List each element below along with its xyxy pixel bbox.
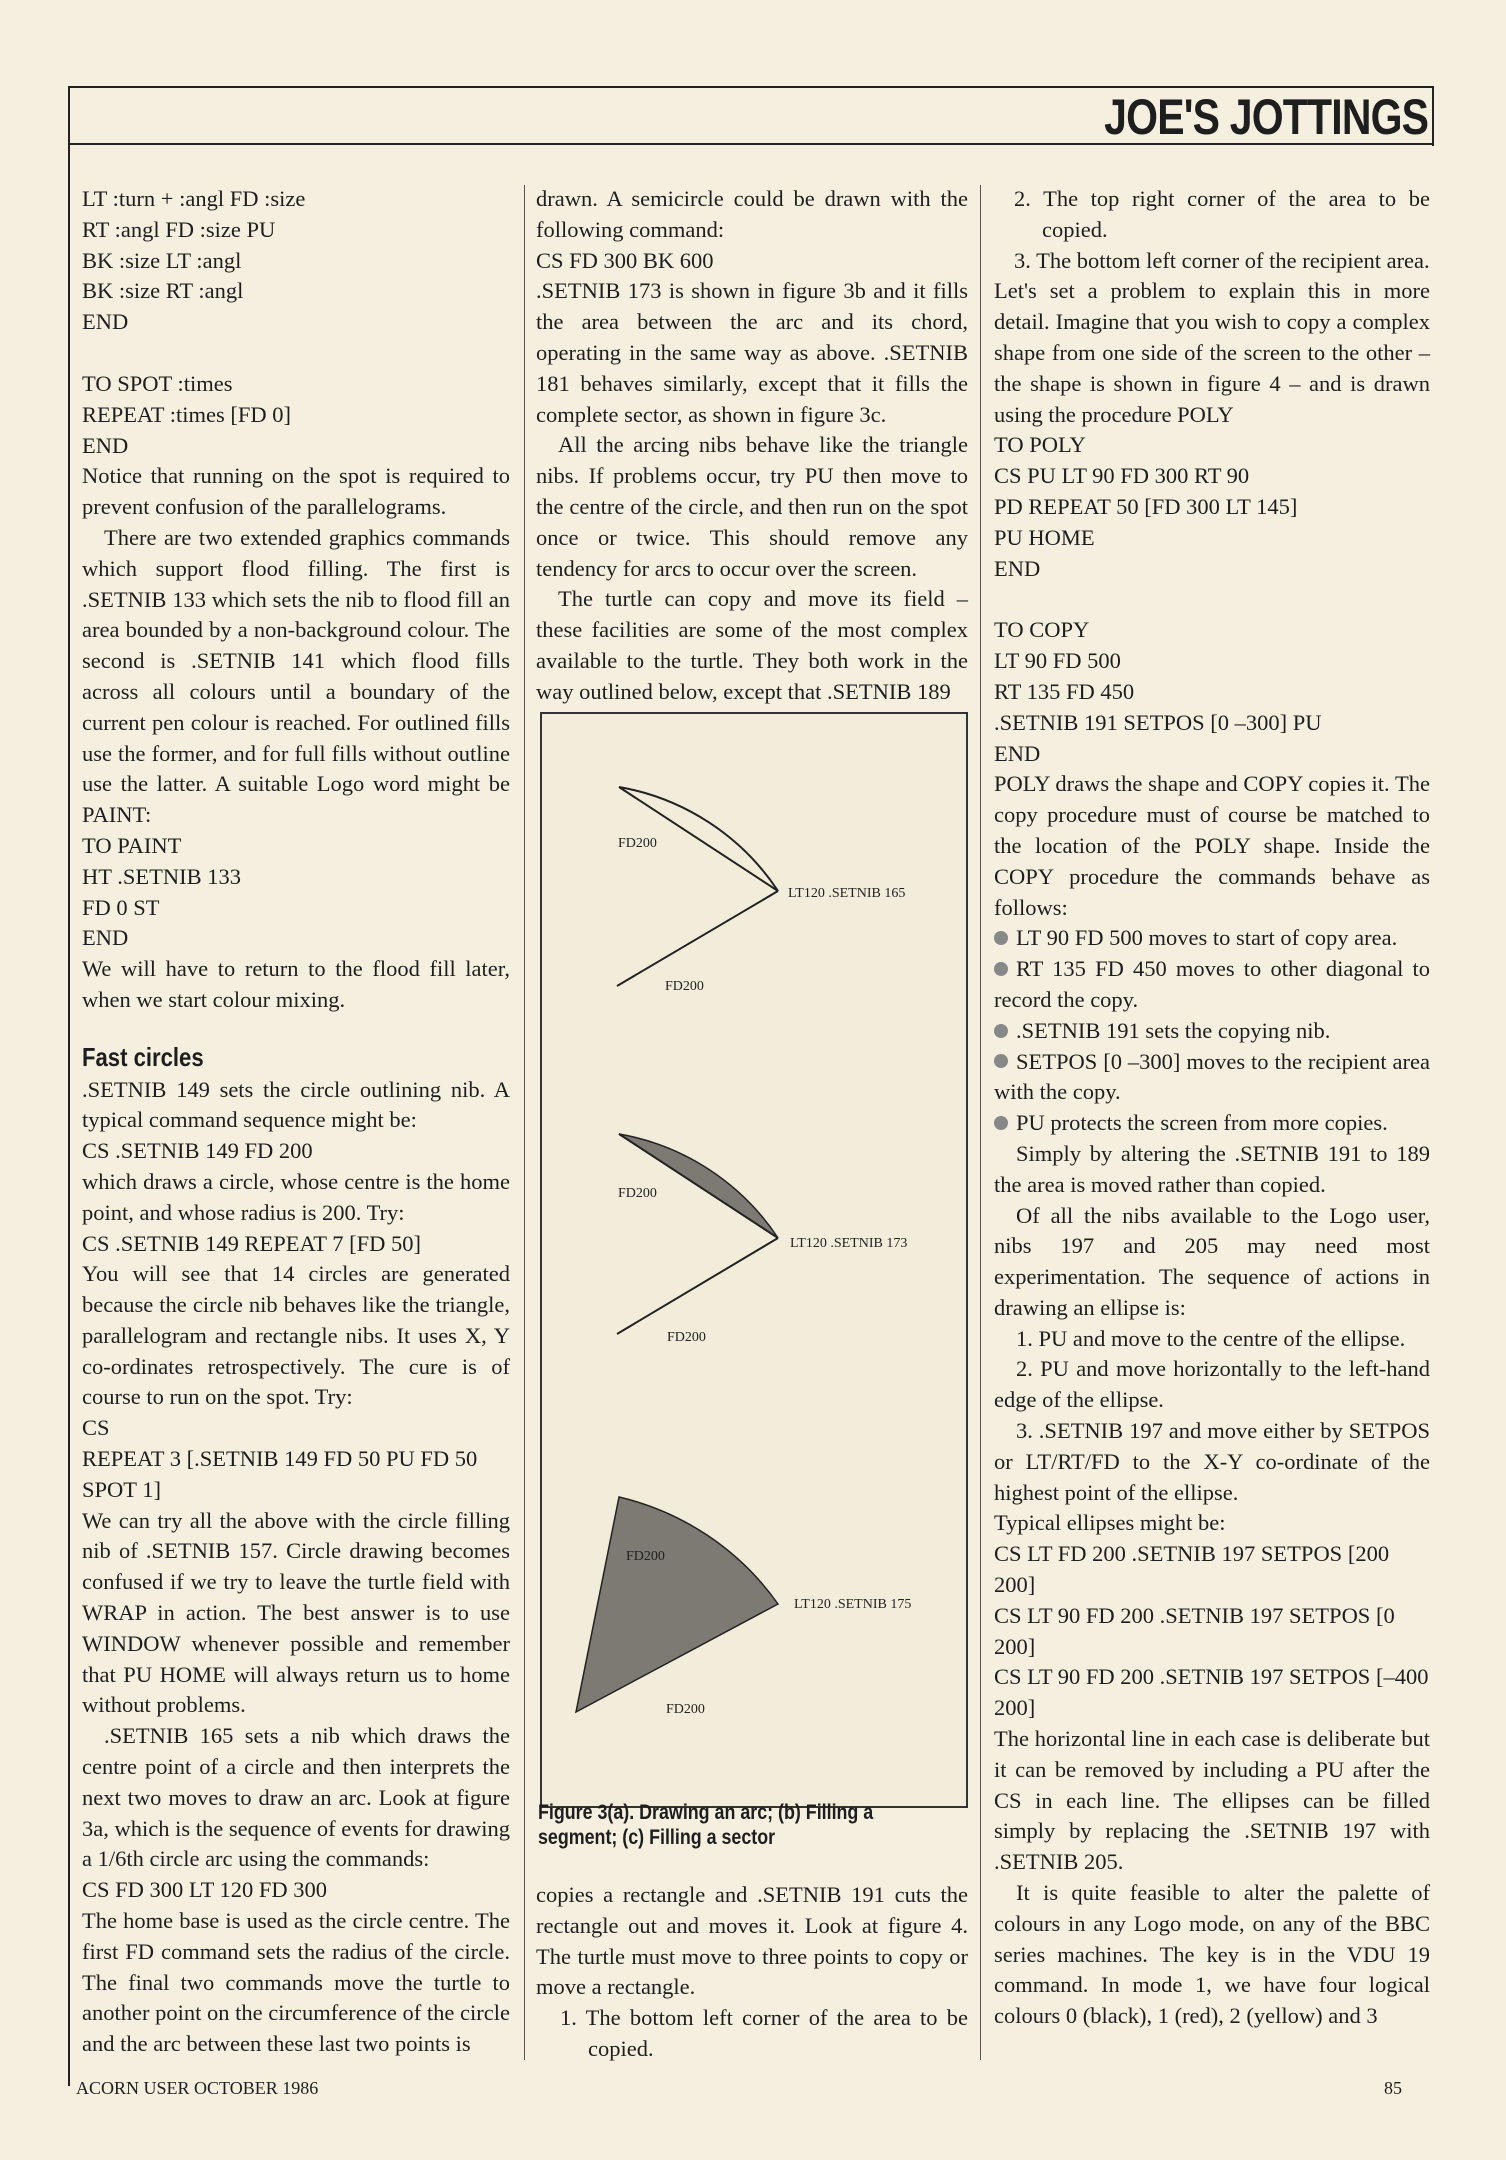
figure-3b: [617, 1134, 907, 1345]
label-fd-top: FD200: [626, 1549, 665, 1564]
paragraph: .SETNIB 173 is shown in figure 3b and it fills the area between the arc and its chord, operating in the same way as above. .SETNIB 181 behaves similarly, except that it fills the complete sector, as shown in figure 3c.: [536, 278, 968, 427]
bullet-item: .SETNIB 191 sets the copying nib.: [994, 1016, 1430, 1047]
paragraph: POLY draws the shape and COPY copies it. The copy procedure must of course be matched to the location of the POLY shape. Inside the COPY procedure the commands behave as follows:: [994, 771, 1430, 920]
code-line: LT 90 FD 500: [994, 648, 1121, 674]
bullet-icon: [994, 1024, 1008, 1038]
code-line: CS .SETNIB 149 REPEAT 7 [FD 50]: [82, 1230, 421, 1256]
paragraph: .SETNIB 165 sets a nib which draws the centre point of a circle and then interprets the next two moves to draw an arc. Look at figure 3a, which is the sequence of events for drawing a 1/6th circle arc using the commands:: [82, 1723, 510, 1872]
column-2: [536, 184, 968, 708]
column-2-lower: [536, 1880, 968, 2065]
code-line: .SETNIB 191 SETPOS [0 –300] PU: [994, 709, 1322, 735]
paragraph: which draws a circle, whose centre is the home point, and whose radius is 200. Try:: [82, 1168, 510, 1225]
label-command: LT120 .SETNIB 165: [788, 886, 906, 901]
paragraph: The home base is used as the circle centre. The first FD command sets the radius of the circle. The final two commands move the turtle to another point on the circumference of the circle and the arc between these last two points is: [82, 1908, 510, 2057]
code-line: FD 0 ST: [82, 894, 160, 920]
label-command: LT120 .SETNIB 175: [794, 1597, 912, 1612]
code-line: CS FD 300 LT 120 FD 300: [82, 1877, 328, 1903]
section-title: JOE'S JOTTINGS: [1103, 89, 1428, 145]
code-line: END: [82, 432, 129, 458]
list-item: 1. PU and move to the centre of the ellipse.: [1016, 1325, 1406, 1351]
paragraph: Notice that running on the spot is required to prevent confusion of the parallelograms.: [82, 463, 510, 520]
code-line: PU HOME: [994, 524, 1095, 550]
column-rule: [524, 185, 525, 2060]
code-line: HT .SETNIB 133: [82, 863, 241, 889]
bullet-icon: [994, 931, 1008, 945]
code-line: CS LT FD 200 .SETNIB 197 SETPOS [200 200]: [994, 1541, 1390, 1598]
figure-3: [540, 712, 968, 1808]
label-fd-bottom: FD200: [667, 1330, 706, 1345]
figure-3-diagram: [542, 714, 966, 1806]
code-line: END: [82, 309, 129, 335]
code-line: CS LT 90 FD 200 .SETNIB 197 SETPOS [–400 200]: [994, 1664, 1429, 1721]
header-right-border: [1432, 86, 1434, 146]
paragraph: We can try all the above with the circle filling nib of .SETNIB 157. Circle drawing becomes confused if we try to leave the turtle field with WRAP in action. The best answer is to use WINDOW whenever possible and remember that PU HOME will always return us to home without problems.: [82, 1507, 510, 1718]
figure-caption: Figure 3(a). Drawing an arc; (b) Filling a segment; (c) Filling a sector: [538, 1801, 874, 1849]
paragraph: Of all the nibs available to the Logo user, nibs 197 and 205 may need most experimentation. The sequence of actions in drawing an ellipse is:: [994, 1202, 1430, 1320]
paragraph: The turtle can copy and move its field – these facilities are some of the most complex available to the turtle. They both work in the way outlined below, except that .SETNIB 189: [536, 586, 968, 704]
paragraph: Simply by altering the .SETNIB 191 to 189 the area is moved rather than copied.: [994, 1140, 1430, 1197]
code-line: END: [82, 925, 129, 951]
code-line: CS LT 90 FD 200 .SETNIB 197 SETPOS [0 200]: [994, 1602, 1395, 1659]
paragraph: We will have to return to the flood fill later, when we start colour mixing.: [82, 956, 510, 1012]
list-item: 1. The bottom left corner of the area to be copied.: [560, 2005, 968, 2061]
list-item: 3. The bottom left corner of the recipient area.: [1014, 247, 1430, 273]
code-line: REPEAT :times [FD 0]: [82, 401, 291, 427]
footer-publication: ACORN USER OCTOBER 1986: [76, 2078, 319, 2098]
column-rule: [980, 185, 981, 2060]
code-line: PD REPEAT 50 [FD 300 LT 145]: [994, 493, 1298, 519]
bullet-item: SETPOS [0 –300] moves to the recipient area with the copy.: [994, 1048, 1430, 1105]
code-line: END: [994, 740, 1041, 766]
label-fd-top: FD200: [618, 836, 657, 851]
code-line: TO COPY: [994, 617, 1090, 643]
bullet-item: RT 135 FD 450 moves to other diagonal to record the copy.: [994, 956, 1430, 1012]
code-line: BK :size RT :angl: [82, 278, 244, 304]
code-line: LT :turn + :angl FD :size: [82, 186, 306, 211]
code-line: TO PAINT: [82, 832, 182, 858]
column-1: [82, 184, 510, 2060]
code-line: TO SPOT :times: [82, 370, 233, 396]
paragraph: All the arcing nibs behave like the triangle nibs. If problems occur, try PU then move to the centre of the circle, and then run on the spot once or twice. This should remove any tendency for arcs to occur over the screen.: [536, 432, 968, 581]
code-line: BK :size LT :angl: [82, 247, 242, 273]
label-fd-bottom: FD200: [666, 1702, 705, 1717]
label-command: LT120 .SETNIB 173: [790, 1236, 908, 1251]
sector-fill: [576, 1497, 778, 1712]
list-item: 2. PU and move horizontally to the left-hand edge of the ellipse.: [994, 1356, 1430, 1413]
left-border: [68, 86, 70, 2086]
subheading: Fast circles: [82, 1041, 204, 1072]
paragraph: It is quite feasible to alter the palette of colours in any Logo mode, on any of the BBC series machines. The key is in the VDU 19 command. In mode 1, we have four logical colours 0 (black), 1 (red), 2 (yellow) and 3: [994, 1880, 1430, 2029]
label-fd-bottom: FD200: [665, 979, 704, 994]
paragraph: Let's set a problem to explain this in more detail. Imagine that you wish to copy a complex shape from one side of the screen to the other – the shape is shown in figure 4 – and is drawn using the procedure POLY: [994, 278, 1430, 427]
column-3: [994, 184, 1430, 2032]
radius-line: [617, 891, 778, 986]
figure-3a: [617, 787, 905, 994]
code-line: CS FD 300 BK 600: [536, 247, 714, 273]
code-line: RT 135 FD 450: [994, 678, 1135, 704]
code-line: CS: [82, 1415, 110, 1441]
code-line: END: [994, 555, 1041, 581]
code-line: CS PU LT 90 FD 300 RT 90: [994, 463, 1250, 489]
paragraph: copies a rectangle and .SETNIB 191 cuts the rectangle out and moves it. Look at figure 4. The turtle must move to three points to copy or move a rectangle.: [536, 1882, 968, 2000]
bullet-icon: [994, 1116, 1008, 1130]
bullet-icon: [994, 1054, 1008, 1068]
paragraph: .SETNIB 149 sets the circle outlining nib. A typical command sequence might be:: [82, 1076, 510, 1133]
list-item: 2. The top right corner of the area to be copied.: [1014, 186, 1430, 242]
paragraph: The horizontal line in each case is deliberate but it can be removed by including a PU after the CS in each line. The ellipses can be filled simply by replacing the .SETNIB 197 with .SETNIB 205.: [994, 1726, 1430, 1875]
bullet-item: LT 90 FD 500 moves to start of copy area.: [994, 923, 1430, 954]
code-line: CS .SETNIB 149 FD 200: [82, 1138, 313, 1164]
paragraph: There are two extended graphics commands which support flood filling. The first is .SETNIB 133 which sets the nib to flood fill an area bounded by a non-background colour. The second is .SETNIB 141 which flood fills across all colours until a boundary of the current pen colour is reached. For outlined fills use the former, and for full fills without outline use the latter. A suitable Logo word might be PAINT:: [82, 524, 510, 828]
paragraph: Typical ellipses might be:: [994, 1510, 1226, 1536]
list-item: 3. .SETNIB 197 and move either by SETPOS or LT/RT/FD to the X-Y co-ordinate of the highest point of the ellipse.: [994, 1418, 1430, 1505]
bullet-item: PU protects the screen from more copies.: [994, 1108, 1430, 1139]
paragraph: You will see that 14 circles are generated because the circle nib behaves like the triangle, parallelogram and rectangle nibs. It uses X, Y co-ordinates retrospectively. The cure is of course to run on the spot. Try:: [82, 1261, 510, 1410]
page-number: 85: [1384, 2078, 1402, 2098]
code-line: REPEAT 3 [.SETNIB 149 FD 50 PU FD 50 SPOT 1]: [82, 1446, 478, 1502]
figure-3c: [576, 1497, 911, 1717]
label-fd-top: FD200: [618, 1186, 657, 1201]
code-line: TO POLY: [994, 432, 1086, 458]
radius-line: [617, 1238, 778, 1334]
bullet-icon: [994, 962, 1008, 976]
code-line: RT :angl FD :size PU: [82, 216, 276, 242]
paragraph: drawn. A semicircle could be drawn with the following command:: [536, 186, 968, 242]
